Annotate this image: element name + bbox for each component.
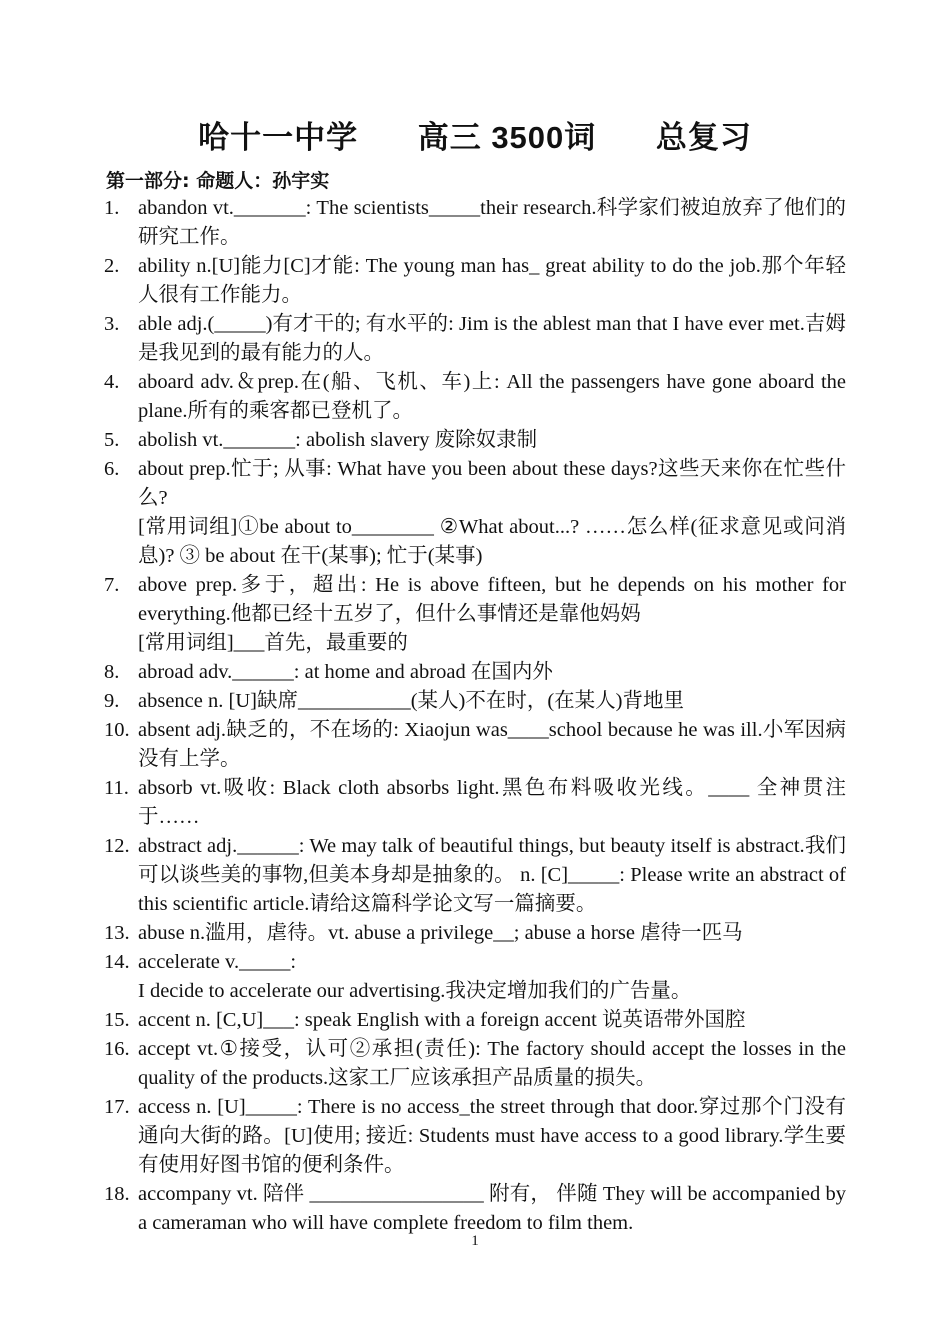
vocab-entry <box>104 832 846 919</box>
vocab-entry <box>104 571 846 658</box>
vocab-entry <box>104 426 846 455</box>
entry-subline: I decide to accelerate our advertising.我决定增加我们的广告量。 <box>138 980 692 1002</box>
entry-number: 10. <box>104 719 130 741</box>
vocab-entry <box>104 774 846 832</box>
section-heading: 第一部分: 命题人：孙宇实 <box>106 170 330 192</box>
vocab-entry <box>104 716 846 774</box>
entry-number: 1. <box>104 197 120 219</box>
entry-text: absence n. [U]缺席___________(某人)不在时，(在某人)背地里 <box>138 690 685 712</box>
entry-text: access n. [U]_____: There is no access_the street through that door.穿过那个门没有通向大街的路。[U]使用; 接近: Students must have access to a good library.学生要有使用好图书馆的便利条件。 <box>138 1096 846 1176</box>
vocab-entry <box>104 658 846 687</box>
entry-number: 18. <box>104 1183 130 1205</box>
entry-number: 15. <box>104 1009 130 1031</box>
vocab-entry <box>104 1180 846 1238</box>
entry-number: 11. <box>104 777 129 799</box>
vocab-entry <box>104 948 846 1006</box>
vocab-entry <box>104 310 846 368</box>
entry-text: abroad adv.______: at home and abroad 在国内外 <box>138 661 553 683</box>
entry-text: absent adj.缺乏的，不在场的: Xiaojun was____school because he was ill.小军因病没有上学。 <box>138 719 846 770</box>
title-subject: 总复习 <box>655 120 752 155</box>
entry-number: 9. <box>104 690 120 712</box>
entry-text: abstract adj.______: We may talk of beautiful things, but beauty itself is abstract.我们可以谈些美的事物,但美本身却是抽象的。 n. [C]_____: Please write an abstract of this scientific article.请给这篇科学论文写一篇摘要。 <box>138 835 846 915</box>
entry-number: 2. <box>104 255 120 277</box>
entry-subline: [常用词组]___首先，最重要的 <box>138 632 408 654</box>
vocab-entry <box>104 1093 846 1180</box>
vocab-entry <box>104 1035 846 1093</box>
entry-text: abuse n.滥用，虐待。vt. abuse a privilege__; abuse a horse 虐待一匹马 <box>138 922 743 944</box>
entry-number: 7. <box>104 574 120 596</box>
entry-number: 13. <box>104 922 130 944</box>
page-title <box>0 112 950 157</box>
entry-text: accelerate v._____: <box>138 951 297 973</box>
entry-text: abandon vt._______: The scientists_____their research.科学家们被迫放弃了他们的研究工作。 <box>138 197 846 248</box>
vocab-entry <box>104 687 846 716</box>
entry-text: aboard adv.＆prep.在(船、飞机、车)上: All the passengers have gone aboard the plane.所有的乘客都已登机了。 <box>138 371 846 422</box>
title-school: 哈十一中学 <box>198 120 359 155</box>
entry-number: 16. <box>104 1038 130 1060</box>
entry-text: accompany vt. 陪伴 _________________ 附有， 伴随 They will be accompanied by a cameraman who will have complete freedom to film them. <box>138 1183 846 1234</box>
entry-text: absorb vt.吸收: Black cloth absorbs light.黑色布料吸收光线。____ 全神贯注于…… <box>138 777 846 828</box>
entry-number: 14. <box>104 951 130 973</box>
entry-number: 5. <box>104 429 120 451</box>
entry-text: ability n.[U]能力[C]才能: The young man has_ great ability to do the job.那个年轻人很有工作能力。 <box>138 255 846 306</box>
entry-number: 12. <box>104 835 130 857</box>
vocab-entry <box>104 368 846 426</box>
vocabulary-list <box>104 194 846 1238</box>
vocab-entry <box>104 252 846 310</box>
entry-number: 3. <box>104 313 120 335</box>
entry-number: 4. <box>104 371 120 393</box>
vocab-entry <box>104 455 846 571</box>
vocab-entry <box>104 194 846 252</box>
vocab-entry <box>104 1006 846 1035</box>
entry-text: accept vt.①接受，认可②承担(责任): The factory should accept the losses in the quality of the products.这家工厂应该承担产品质量的损失。 <box>138 1038 846 1089</box>
title-grade: 高三 3500词 <box>417 120 597 155</box>
page-number: 1 <box>471 1233 479 1249</box>
entry-text: abolish vt._______: abolish slavery 废除奴隶制 <box>138 429 538 451</box>
entry-text: about prep.忙于; 从事: What have you been about these days?这些天来你在忙些什么? <box>138 458 846 509</box>
entry-text: able adj.(_____)有才干的; 有水平的: Jim is the ablest man that I have ever met.吉姆是我见到的最有能力的人。 <box>138 313 846 364</box>
entry-text: above prep.多于，超出: He is above fifteen, but he depends on his mother for everything.他都已经十五岁了，但什么事情还是靠他妈妈 <box>138 574 846 625</box>
entry-number: 8. <box>104 661 120 683</box>
entry-text: accent n. [C,U]___: speak English with a foreign accent 说英语带外国腔 <box>138 1009 746 1031</box>
vocab-entry <box>104 919 846 948</box>
entry-number: 17. <box>104 1096 130 1118</box>
entry-number: 6. <box>104 458 120 480</box>
entry-subline: [常用词组]①be about to________ ②What about...? ……怎么样(征求意见或问消息)? ③ be about 在干(某事); 忙于(某事) <box>138 516 846 567</box>
